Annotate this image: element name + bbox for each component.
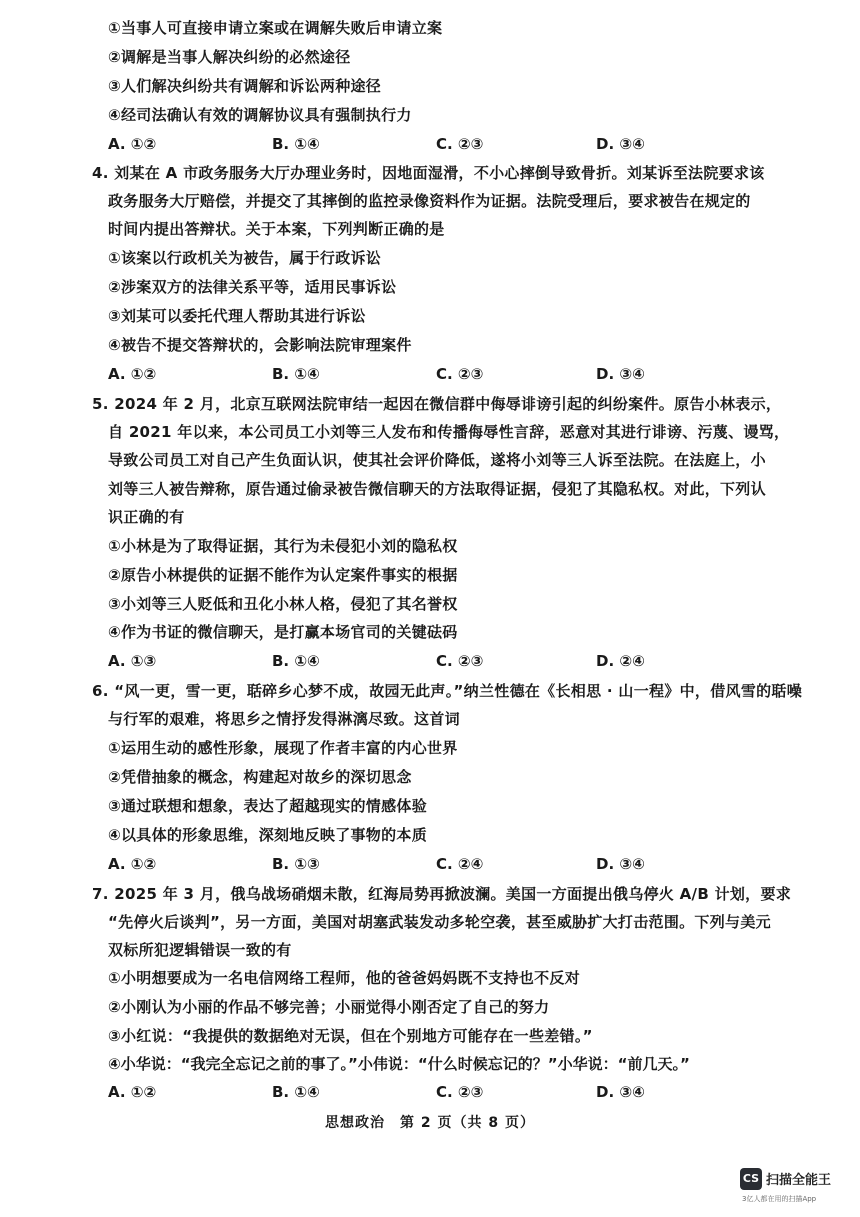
q6-option-c: C. ②④ <box>436 855 484 873</box>
q6-item-1: ①运用生动的感性形象，展现了作者丰富的内心世界 <box>108 739 458 757</box>
q5-option-b: B. ①④ <box>272 652 320 670</box>
q7-item-1: ①小明想要成为一名电信网络工程师，他的爸爸妈妈既不支持也不反对 <box>108 969 581 987</box>
q7-item-3: ③小红说：“我提供的数据绝对无误，但在个别地方可能存在一些差错。” <box>108 1027 593 1045</box>
q5-option-a: A. ①③ <box>108 652 157 670</box>
q5-stem-line-2: 自 2021 年以来，本公司员工小刘等三人发布和传播侮辱性言辞，恶意对其进行诽谤、污蔑、谩骂， <box>108 423 790 441</box>
q6-item-4: ④以具体的形象思维，深刻地反映了事物的本质 <box>108 826 428 844</box>
q6-option-a: A. ①② <box>108 855 157 873</box>
q7-stem-line-1: 7. 2025 年 3 月，俄乌战场硝烟未散，红海局势再掀波澜。美国一方面提出俄乌停火 A/B 计划，要求 <box>92 885 792 903</box>
q6-item-2: ②凭借抽象的概念，构建起对故乡的深切思念 <box>108 768 412 786</box>
q7-option-a: A. ①② <box>108 1083 157 1101</box>
q3-item-1: ①当事人可直接申请立案或在调解失败后申请立案 <box>108 19 443 37</box>
q7-option-b: B. ①④ <box>272 1083 320 1101</box>
q5-stem-line-3: 导致公司员工对自己产生负面认识，使其社会评价降低，遂将小刘等三人诉至法院。在法庭上，小 <box>108 451 766 469</box>
q6-item-3: ③通过联想和想象，表达了超越现实的情感体验 <box>108 797 428 815</box>
scanner-badge-icon: CS <box>740 1168 762 1190</box>
scanner-tagline: 3亿人都在用的扫描App <box>742 1195 817 1203</box>
q5-option-c: C. ②③ <box>436 652 484 670</box>
q7-stem-line-2: “先停火后谈判”，另一方面，美国对胡塞武装发动多轮空袭，甚至威胁扩大打击范围。下列与美元 <box>108 913 771 931</box>
q3-item-2: ②调解是当事人解决纠纷的必然途径 <box>108 48 351 66</box>
q5-stem-line-4: 刘等三人被告辩称，原告通过偷录被告微信聊天的方法取得证据，侵犯了其隐私权。对此，下列认 <box>108 480 766 498</box>
q3-option-b: B. ①④ <box>272 135 320 153</box>
q6-option-d: D. ③④ <box>596 855 645 873</box>
q4-item-3: ③刘某可以委托代理人帮助其进行诉讼 <box>108 307 366 325</box>
q5-option-d: D. ②④ <box>596 652 645 670</box>
q5-item-3: ③小刘等三人贬低和丑化小林人格，侵犯了其名誉权 <box>108 595 458 613</box>
q7-item-4: ④小华说：“我完全忘记之前的事了。”小伟说：“什么时候忘记的？”小华说：“前几天。” <box>108 1055 690 1073</box>
q3-item-4: ④经司法确认有效的调解协议具有强制执行力 <box>108 106 412 124</box>
q7-item-2: ②小刚认为小丽的作品不够完善；小丽觉得小刚否定了自己的努力 <box>108 998 550 1016</box>
q4-option-b: B. ①④ <box>272 365 320 383</box>
q4-item-1: ①该案以行政机关为被告，属于行政诉讼 <box>108 249 382 267</box>
q3-item-3: ③人们解决纠纷共有调解和诉讼两种途径 <box>108 77 382 95</box>
q4-item-4: ④被告不提交答辩状的，会影响法院审理案件 <box>108 336 412 354</box>
q6-option-b: B. ①③ <box>272 855 320 873</box>
q7-option-c: C. ②③ <box>436 1083 484 1101</box>
page-footer: 思想政治 第 2 页（共 8 页） <box>325 1115 535 1131</box>
q6-stem-line-2: 与行军的艰难，将思乡之情抒发得淋漓尽致。这首词 <box>108 710 460 728</box>
q5-item-2: ②原告小林提供的证据不能作为认定案件事实的根据 <box>108 566 458 584</box>
q3-option-a: A. ①② <box>108 135 157 153</box>
q6-stem-line-1: 6. “风一更，雪一更，聒碎乡心梦不成，故园无此声。”纳兰性德在《长相思 · 山一程》中，借风雪的聒噪 <box>92 682 803 700</box>
q5-item-1: ①小林是为了取得证据，其行为未侵犯小刘的隐私权 <box>108 537 458 555</box>
q5-stem-line-5: 识正确的有 <box>108 508 185 526</box>
q4-stem-line-2: 政务服务大厅赔偿，并提交了其摔倒的监控录像资料作为证据。法院受理后，要求被告在规定的 <box>108 192 751 210</box>
q4-option-a: A. ①② <box>108 365 157 383</box>
q4-stem-line-1: 4. 刘某在 A 市政务服务大厅办理业务时，因地面湿滑，不小心摔倒导致骨折。刘某诉至法院要求该 <box>92 164 765 182</box>
scanner-logo <box>740 1168 840 1208</box>
q4-option-c: C. ②③ <box>436 365 484 383</box>
q5-stem-line-1: 5. 2024 年 2 月，北京互联网法院审结一起因在微信群中侮辱诽谤引起的纠纷案件。原告小林表示， <box>92 395 782 413</box>
q7-stem-line-3: 双标所犯逻辑错误一致的有 <box>108 941 292 959</box>
q4-item-2: ②涉案双方的法律关系平等，适用民事诉讼 <box>108 278 397 296</box>
q5-item-4: ④作为书证的微信聊天，是打赢本场官司的关键砝码 <box>108 623 458 641</box>
q3-option-d: D. ③④ <box>596 135 645 153</box>
q4-stem-line-3: 时间内提出答辩状。关于本案，下列判断正确的是 <box>108 220 445 238</box>
q3-option-c: C. ②③ <box>436 135 484 153</box>
q7-option-d: D. ③④ <box>596 1083 645 1101</box>
q4-option-d: D. ③④ <box>596 365 645 383</box>
scanner-app-name: 扫描全能王 <box>766 1173 832 1188</box>
